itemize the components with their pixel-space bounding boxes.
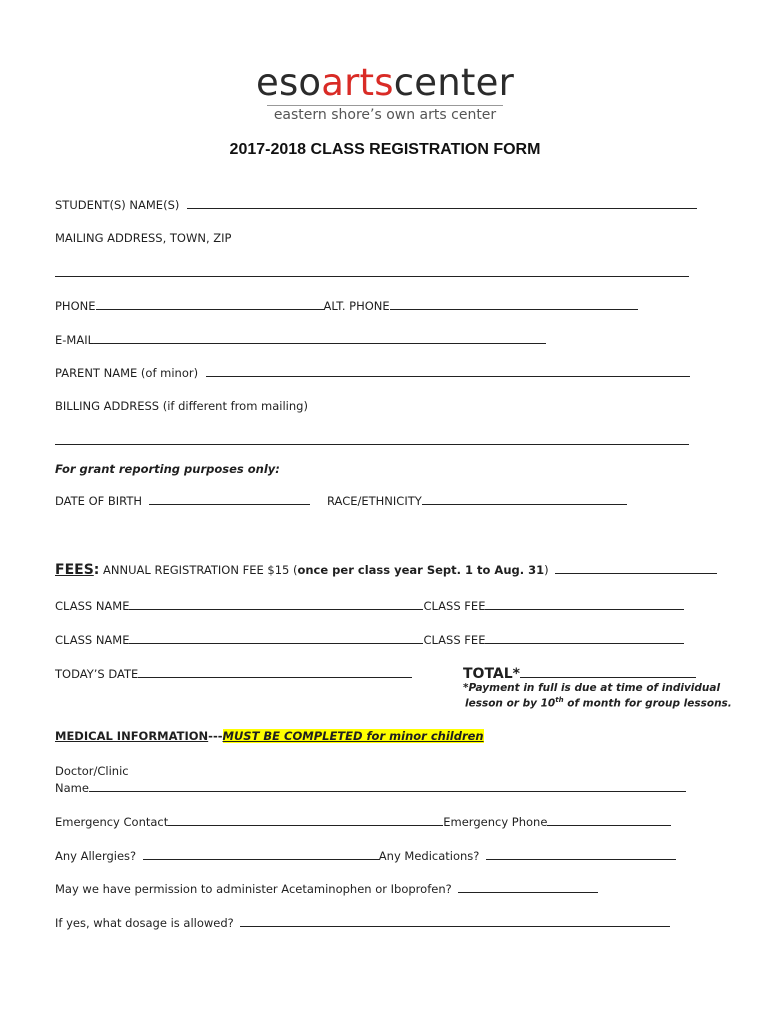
todays-date-row	[55, 666, 412, 681]
allergies-input[interactable]	[143, 848, 379, 860]
billing-address-row	[55, 433, 689, 448]
phone-input[interactable]	[96, 298, 324, 310]
parent-name-label: PARENT NAME (of minor)	[55, 366, 199, 380]
dob-input[interactable]	[149, 493, 310, 505]
payment-note-post: of month for group lessons.	[563, 697, 732, 710]
fees-text-bold: once per class year Sept. 1 to Aug. 31	[297, 563, 545, 577]
class-fee-label-2: CLASS FEE	[423, 633, 486, 647]
medications-input[interactable]	[486, 848, 676, 860]
parent-name-input[interactable]	[206, 365, 690, 377]
total-label: TOTAL*	[463, 666, 520, 682]
students-names-row	[55, 197, 697, 212]
email-input[interactable]	[94, 332, 546, 344]
mailing-address-row	[55, 265, 689, 280]
logo-wordmark	[0, 61, 770, 104]
todays-date-label: TODAY’S DATE	[55, 667, 139, 681]
logo-tagline: eastern shore’s own arts center	[273, 107, 497, 123]
emergency-row	[55, 814, 671, 829]
phone-row	[55, 298, 638, 313]
total-row	[463, 664, 696, 682]
doctor-label-line-2: Name	[55, 781, 89, 795]
permission-label: May we have permission to administer Acetaminophen or Iboprofen?	[55, 882, 452, 896]
dob-row	[55, 493, 310, 508]
medications-label: Any Medications?	[378, 849, 480, 863]
billing-address-label: BILLING ADDRESS (if different from mailing)	[55, 399, 308, 413]
logo-part-center: center	[393, 61, 514, 104]
dosage-row	[55, 915, 670, 930]
dob-label: DATE OF BIRTH	[55, 494, 143, 508]
email-label: E-MAIL	[55, 333, 95, 347]
medical-required-highlight: MUST BE COMPLETED for minor children	[222, 729, 484, 743]
fees-text-pre: ANNUAL REGISTRATION FEE $15 (	[103, 563, 298, 577]
medical-label: MEDICAL INFORMATION	[55, 729, 209, 743]
students-names-label: STUDENT(S) NAME(S)	[55, 198, 180, 212]
doctor-label-line-1: Doctor/Clinic	[55, 764, 129, 778]
mailing-address-input[interactable]	[55, 265, 689, 277]
allergies-label: Any Allergies?	[55, 849, 137, 863]
alt-phone-input[interactable]	[390, 298, 638, 310]
class-name-label-2: CLASS NAME	[55, 633, 130, 647]
payment-note-line-1: *Payment in full is due at time of individual	[463, 682, 721, 694]
permission-input[interactable]	[458, 881, 598, 893]
phone-label: PHONE	[55, 299, 96, 313]
form-title: 2017-2018 CLASS REGISTRATION FORM	[229, 141, 541, 158]
registration-fee-input[interactable]	[555, 562, 717, 574]
dosage-label: If yes, what dosage is allowed?	[55, 916, 234, 930]
doctor-row	[55, 780, 686, 795]
parent-name-row	[55, 365, 690, 380]
fees-text-post: )	[544, 563, 549, 577]
mailing-address-label: MAILING ADDRESS, TOWN, ZIP	[55, 231, 232, 245]
allergies-row	[55, 848, 676, 863]
total-input[interactable]	[520, 664, 696, 678]
payment-note-pre: lesson or by 10	[465, 697, 556, 710]
fees-row	[55, 562, 717, 578]
billing-address-input[interactable]	[55, 433, 689, 445]
medical-header	[55, 729, 484, 743]
emergency-phone-input[interactable]	[547, 814, 671, 826]
class-row-2	[55, 632, 684, 647]
class-fee-label-1: CLASS FEE	[423, 599, 486, 613]
emergency-contact-label: Emergency Contact	[55, 815, 169, 829]
class-fee-input-2[interactable]	[485, 632, 684, 644]
logo	[0, 61, 770, 123]
grant-note: For grant reporting purposes only:	[55, 462, 280, 476]
logo-divider	[267, 105, 503, 106]
permission-row	[55, 881, 598, 896]
fees-colon: :	[93, 562, 100, 578]
class-fee-input-1[interactable]	[485, 598, 684, 610]
race-input[interactable]	[422, 493, 627, 505]
payment-note-line-2	[465, 696, 732, 710]
students-names-input[interactable]	[187, 197, 697, 209]
todays-date-input[interactable]	[138, 666, 412, 678]
fees-label: FEES	[55, 562, 94, 578]
race-row	[327, 493, 627, 508]
email-row	[55, 332, 546, 347]
doctor-input[interactable]	[89, 780, 686, 792]
class-name-input-2[interactable]	[129, 632, 423, 644]
class-row-1	[55, 598, 684, 613]
class-name-label-1: CLASS NAME	[55, 599, 130, 613]
class-name-input-1[interactable]	[129, 598, 423, 610]
medical-dashes: ---	[208, 729, 223, 743]
alt-phone-label: ALT. PHONE	[323, 299, 390, 313]
logo-part-arts: arts	[321, 61, 394, 104]
payment-note-sup: th	[555, 696, 564, 704]
emergency-phone-label: Emergency Phone	[443, 815, 548, 829]
race-label: RACE/ETHNICITY	[327, 494, 422, 508]
logo-part-eso: eso	[255, 61, 322, 104]
dosage-input[interactable]	[240, 915, 670, 927]
emergency-contact-input[interactable]	[168, 814, 443, 826]
